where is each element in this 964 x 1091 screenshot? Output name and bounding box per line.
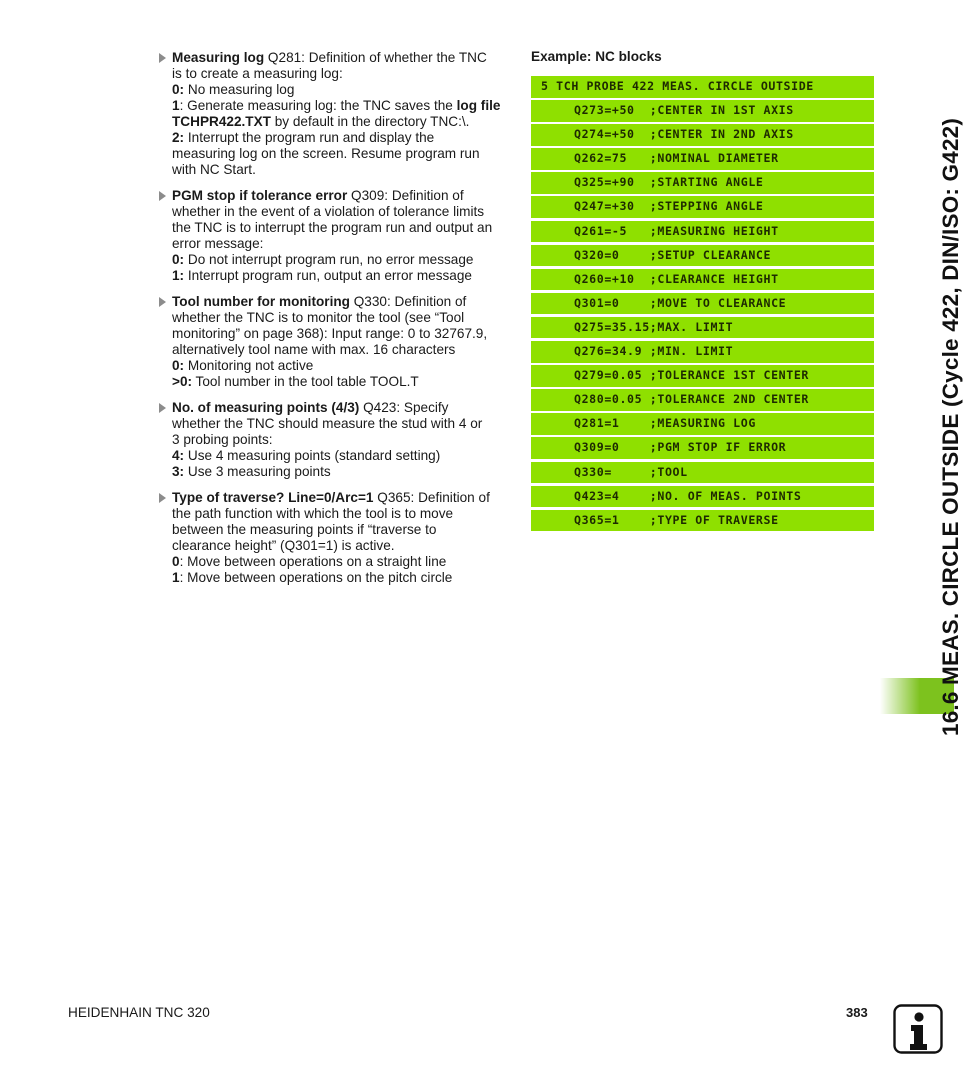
parameter-line: [172, 448, 514, 464]
option-text: Use 3 measuring points: [184, 464, 331, 479]
nc-block-line: Q301=0 ;MOVE TO CLEARANCE: [531, 293, 874, 315]
parameter-line: [172, 570, 514, 586]
option-text: Use 4 measuring points (standard setting): [184, 448, 441, 463]
option-value: 0:: [172, 252, 185, 267]
parameter-heading: [172, 400, 514, 416]
parameter-line: [172, 464, 514, 480]
parameter-line: [172, 374, 514, 390]
nc-block-line: Q280=0.05 ;TOLERANCE 2ND CENTER: [531, 389, 874, 411]
parameter-name: Tool number for monitoring: [172, 294, 350, 309]
nc-program-block: [531, 76, 874, 534]
option-value: 2:: [172, 130, 185, 145]
nc-block-line: Q261=-5 ;MEASURING HEIGHT: [531, 221, 874, 243]
parameter-line: [172, 358, 514, 374]
parameter-description: Q309: Definition of: [347, 188, 464, 203]
triangle-bullet-icon: [159, 493, 166, 503]
parameter-description: Q281: Definition of whether the TNC: [264, 50, 487, 65]
option-text: : Move between operations on a straight line: [179, 554, 447, 569]
chapter-tab-fade: [880, 678, 920, 714]
option-value: 4:: [172, 448, 185, 463]
option-text: Do not interrupt program run, no error message: [184, 252, 474, 267]
option-text: monitoring” on page 368): Input range: 0 to 32767.9,: [172, 326, 488, 341]
nc-block-line: Q262=75 ;NOMINAL DIAMETER: [531, 148, 874, 170]
nc-block-line: Q423=4 ;NO. OF MEAS. POINTS: [531, 486, 874, 508]
option-text: by default in the directory TNC:\.: [270, 114, 470, 129]
parameter-line: [172, 220, 514, 236]
option-text: whether the TNC should measure the stud with 4 or: [172, 416, 483, 431]
parameter-line: [172, 130, 514, 146]
nc-block-line: Q275=35.15;MAX. LIMIT: [531, 317, 874, 339]
parameter-item: [158, 294, 514, 390]
option-text: Tool number in the tool table TOOL.T: [192, 374, 419, 389]
parameter-description: Q330: Definition of: [349, 294, 467, 309]
nc-block-line: Q274=+50 ;CENTER IN 2ND AXIS: [531, 124, 874, 146]
parameter-line: [172, 326, 514, 342]
option-value: 0: [172, 554, 180, 569]
parameter-line: [172, 342, 514, 358]
nc-block-line: Q330= ;TOOL: [531, 462, 874, 484]
triangle-bullet-icon: [159, 191, 166, 201]
nc-block-line: Q309=0 ;PGM STOP IF ERROR: [531, 437, 874, 459]
parameter-line: [172, 432, 514, 448]
parameter-description: Q365: Definition of: [373, 490, 490, 505]
parameter-line: [172, 98, 514, 114]
option-text: whether the TNC is to monitor the tool (see “Tool: [172, 310, 465, 325]
option-value: TCHPR422.TXT: [172, 114, 271, 129]
parameter-line: [172, 82, 514, 98]
parameter-item: [158, 50, 514, 178]
triangle-bullet-icon: [159, 403, 166, 413]
footer-product: HEIDENHAIN TNC 320: [68, 1005, 210, 1020]
option-text: error message:: [172, 236, 264, 251]
option-text: No measuring log: [184, 82, 295, 97]
parameter-heading: [172, 50, 514, 66]
parameter-name: No. of measuring points (4/3): [172, 400, 360, 415]
option-value: 3:: [172, 464, 185, 479]
option-text: the TNC is to interrupt the program run and output an: [172, 220, 493, 235]
option-text: with NC Start.: [172, 162, 256, 177]
parameter-heading: [172, 294, 514, 310]
option-text: : Generate measuring log: the TNC saves the: [179, 98, 457, 113]
option-text: clearance height” (Q301=1) is active.: [172, 538, 395, 553]
option-text: : Move between operations on the pitch circle: [179, 570, 453, 585]
option-emphasis: log file: [456, 98, 501, 113]
parameter-line: [172, 268, 514, 284]
section-title: 16.6 MEAS. CIRCLE OUTSIDE (Cycle 422, DIN/ISO: G422): [938, 117, 963, 736]
parameter-name: Measuring log: [172, 50, 265, 65]
option-text: 3 probing points:: [172, 432, 273, 447]
parameter-line: [172, 506, 514, 522]
parameter-list: [158, 50, 514, 596]
parameter-line: [172, 522, 514, 538]
option-text: is to create a measuring log:: [172, 66, 343, 81]
option-text: between the measuring points if “traverse to: [172, 522, 437, 537]
parameter-item: [158, 490, 514, 586]
option-text: alternatively tool name with max. 16 characters: [172, 342, 456, 357]
option-value: >0:: [172, 374, 193, 389]
parameter-line: [172, 554, 514, 570]
parameter-item: [158, 400, 514, 480]
parameter-description: Q423: Specify: [359, 400, 449, 415]
option-value: 1: [172, 570, 180, 585]
parameter-line: [172, 538, 514, 554]
nc-block-line: Q276=34.9 ;MIN. LIMIT: [531, 341, 874, 363]
parameter-heading: [172, 490, 514, 506]
nc-block-line: Q260=+10 ;CLEARANCE HEIGHT: [531, 269, 874, 291]
option-value: 0:: [172, 82, 185, 97]
parameter-line: [172, 66, 514, 82]
nc-block-line: Q365=1 ;TYPE OF TRAVERSE: [531, 510, 874, 532]
parameter-line: [172, 416, 514, 432]
nc-block-line: Q279=0.05 ;TOLERANCE 1ST CENTER: [531, 365, 874, 387]
option-text: Monitoring not active: [184, 358, 314, 373]
parameter-line: [172, 204, 514, 220]
info-icon: [893, 1004, 943, 1054]
option-value: 0:: [172, 358, 185, 373]
option-text: the path function with which the tool is to move: [172, 506, 454, 521]
triangle-bullet-icon: [159, 297, 166, 307]
parameter-name: PGM stop if tolerance error: [172, 188, 348, 203]
triangle-bullet-icon: [159, 53, 166, 63]
page-number: 383: [846, 1005, 868, 1020]
nc-block-line: Q325=+90 ;STARTING ANGLE: [531, 172, 874, 194]
parameter-line: [172, 252, 514, 268]
option-value: 1: [172, 98, 180, 113]
parameter-line: [172, 236, 514, 252]
nc-block-line: 5 TCH PROBE 422 MEAS. CIRCLE OUTSIDE: [531, 76, 874, 98]
parameter-line: [172, 310, 514, 326]
option-text: measuring log on the screen. Resume program run: [172, 146, 480, 161]
example-title: Example: NC blocks: [531, 49, 662, 64]
parameter-line: [172, 146, 514, 162]
parameter-heading: [172, 188, 514, 204]
nc-block-line: Q281=1 ;MEASURING LOG: [531, 413, 874, 435]
option-text: Interrupt the program run and display the: [184, 130, 435, 145]
parameter-item: [158, 188, 514, 284]
option-value: 1:: [172, 268, 185, 283]
parameter-line: [172, 162, 514, 178]
parameter-name: Type of traverse? Line=0/Arc=1: [172, 490, 374, 505]
nc-block-line: Q320=0 ;SETUP CLEARANCE: [531, 245, 874, 267]
option-text: Interrupt program run, output an error message: [184, 268, 472, 283]
option-text: whether in the event of a violation of tolerance limits: [172, 204, 485, 219]
parameter-line: [172, 114, 514, 130]
nc-block-line: Q247=+30 ;STEPPING ANGLE: [531, 196, 874, 218]
nc-block-line: Q273=+50 ;CENTER IN 1ST AXIS: [531, 100, 874, 122]
